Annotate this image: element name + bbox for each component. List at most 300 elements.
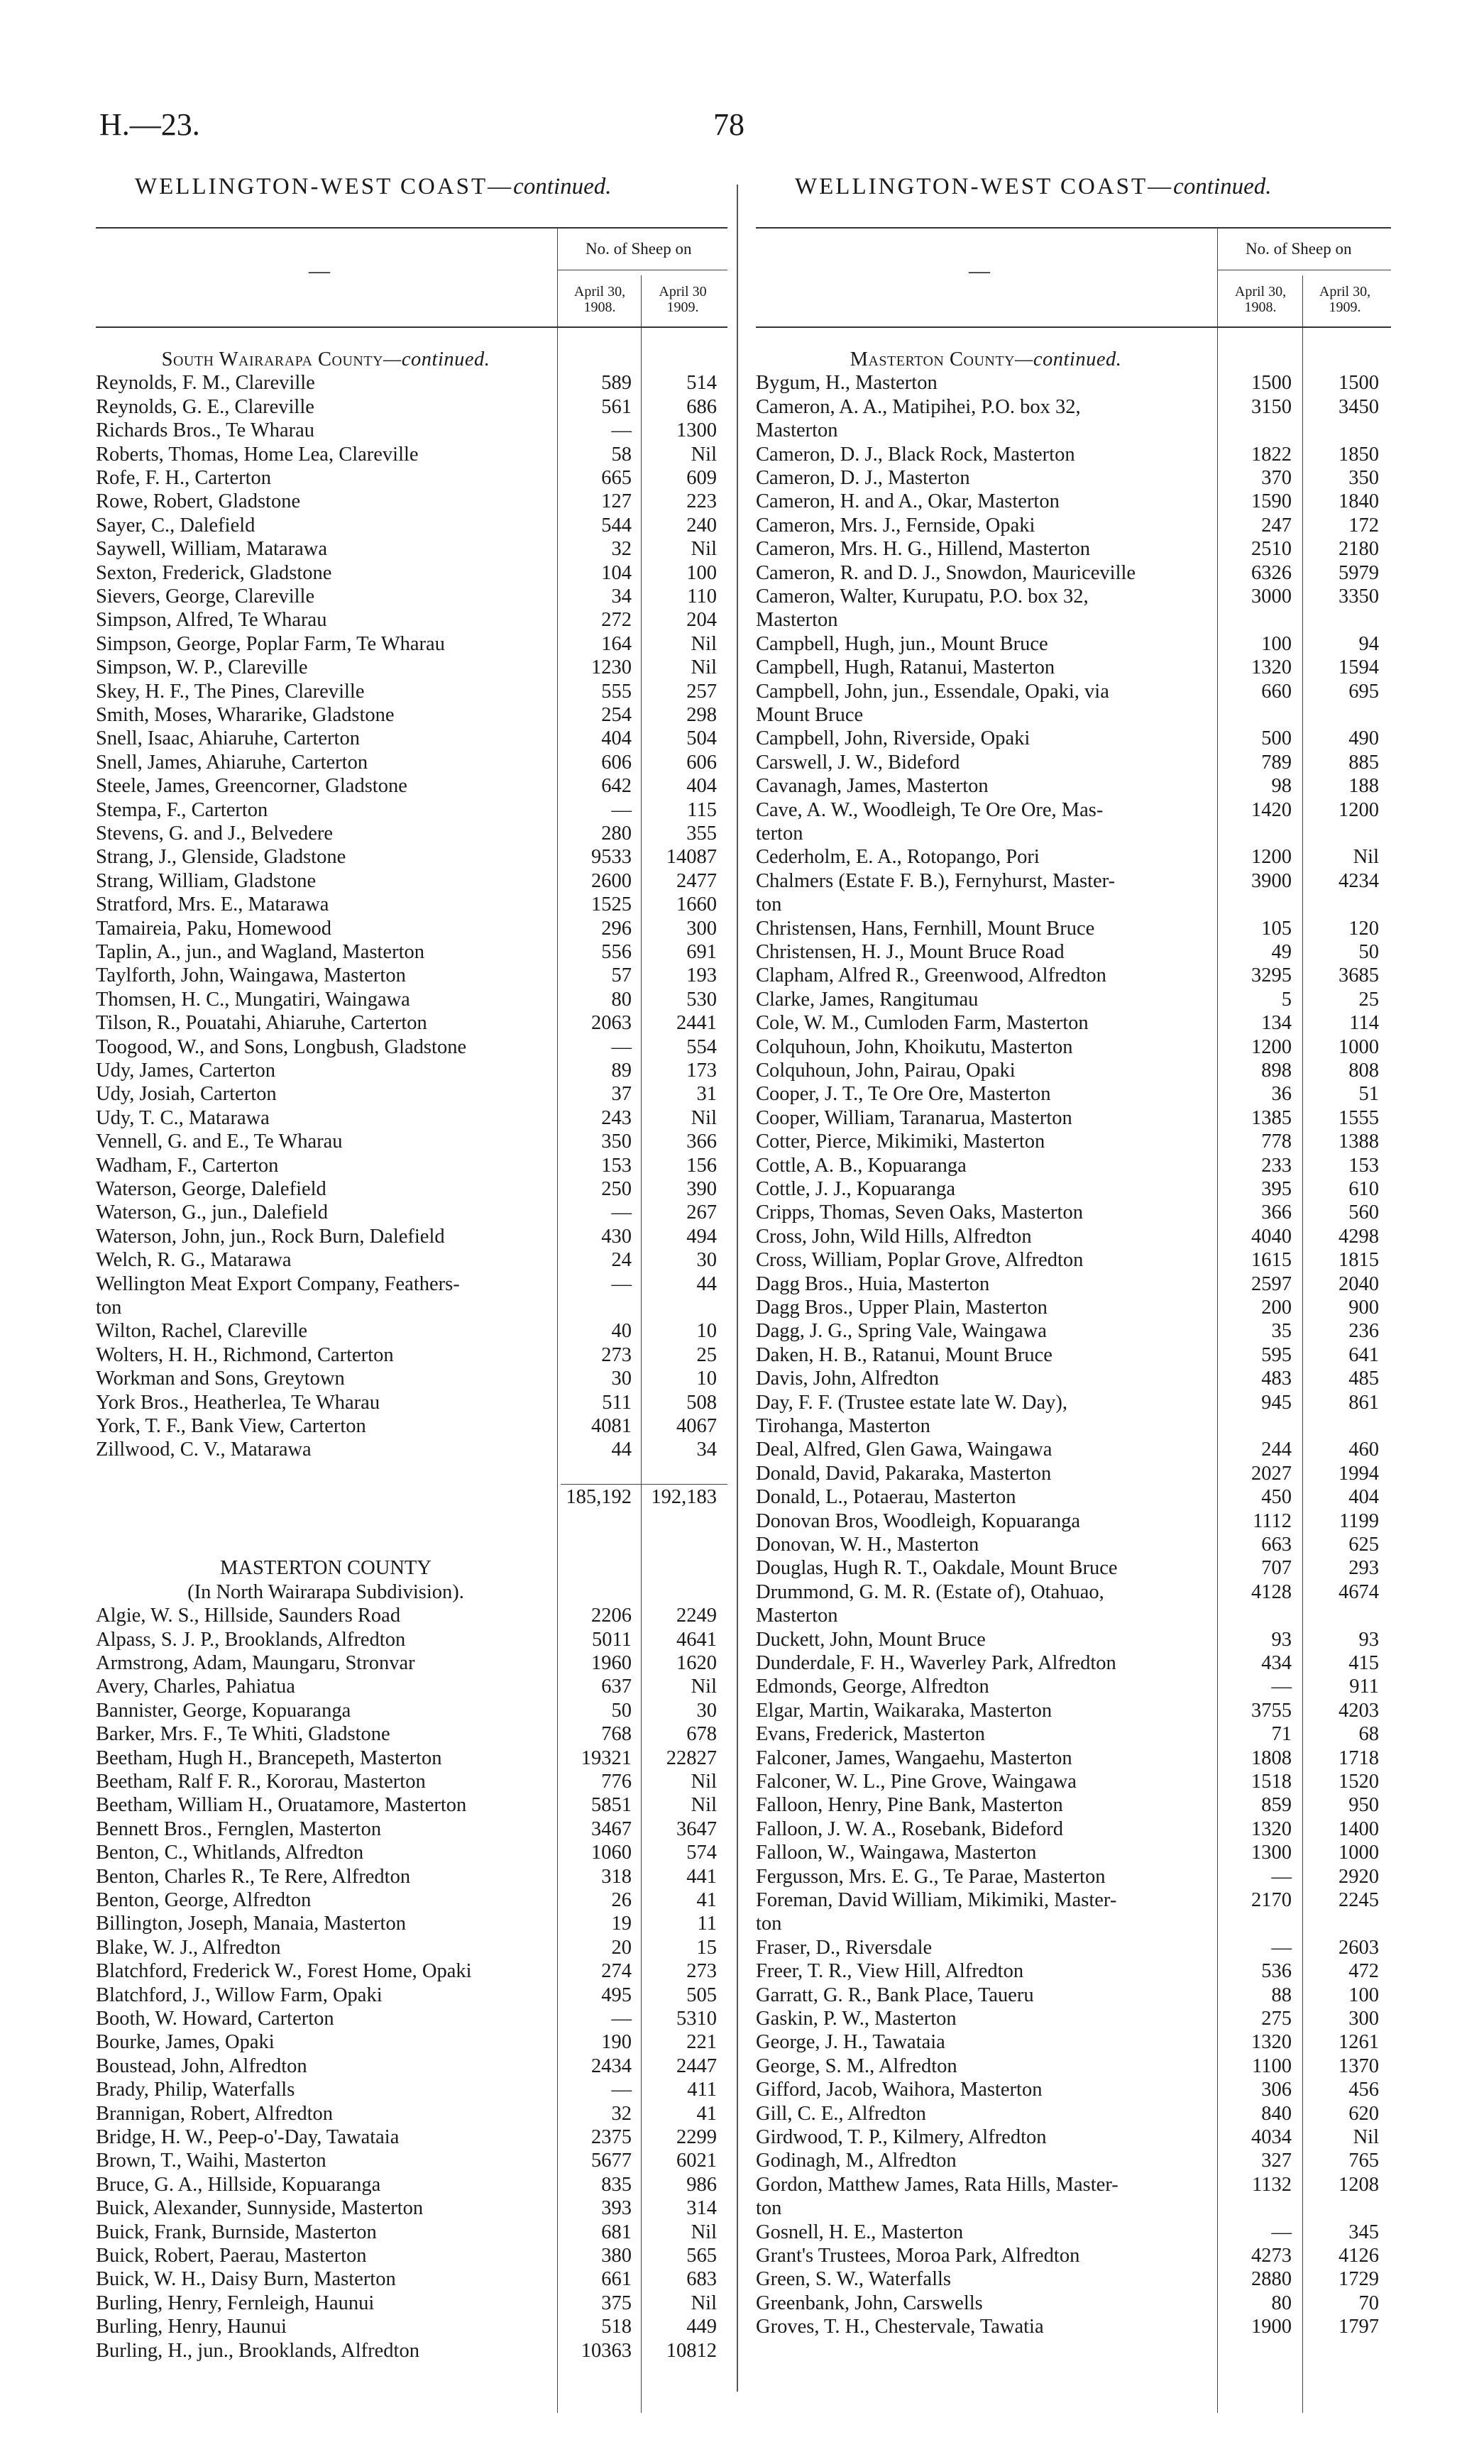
value-1909: 298 — [686, 704, 717, 726]
table-row — [96, 632, 727, 656]
value-1908: 37 — [611, 1083, 632, 1106]
total-row — [96, 1485, 727, 1509]
table-row — [756, 1580, 1391, 1604]
row-name: Dagg Bros., Huia, Masterton — [756, 1272, 990, 1295]
row-name: Buick, Alexander, Sunnyside, Masterton — [96, 2197, 424, 2220]
table-row — [96, 1225, 727, 1248]
row-name: Falloon, Henry, Pine Bank, Masterton — [756, 1794, 1063, 1817]
value-1909: 1261 — [1339, 2031, 1379, 2054]
row-name: Cavanagh, James, Masterton — [756, 775, 989, 798]
value-1909: 25 — [696, 1343, 717, 1366]
row-name: Cotter, Pierce, Mikimiki, Masterton — [756, 1131, 1045, 1153]
value-1908: 606 — [601, 751, 632, 774]
value-1908: 275 — [1261, 2008, 1292, 2030]
row-name: Drummond, G. M. R. (Estate of), Otahuao, — [756, 1580, 1104, 1603]
row-name: Daken, H. B., Ratanui, Mount Bruce — [756, 1343, 1052, 1366]
stub-header-dash: — — [969, 259, 990, 282]
table-row — [96, 2149, 727, 2172]
value-1909: 456 — [1348, 2079, 1379, 2101]
value-1909: 70 — [1358, 2292, 1379, 2314]
row-name: Elgar, Martin, Waikaraka, Masterton — [756, 1699, 1052, 1722]
value-1909: Nil — [691, 443, 717, 466]
table-row — [756, 1272, 1391, 1296]
date1-header: April 30, 1908. — [573, 284, 626, 315]
value-1909: 861 — [1348, 1391, 1379, 1414]
row-name: Taplin, A., jun., and Wagland, Masterton — [96, 941, 424, 963]
table-row — [96, 1604, 727, 1627]
table-row — [756, 1438, 1391, 1461]
value-1909: 68 — [1358, 1723, 1379, 1746]
value-1909: 1199 — [1339, 1509, 1379, 1532]
value-1909: 193 — [686, 964, 717, 987]
row-name: Clarke, James, Rangitumau — [756, 988, 979, 1011]
table-row — [756, 988, 1391, 1011]
row-name: Donald, David, Pakaraka, Masterton — [756, 1462, 1052, 1485]
table-row — [756, 917, 1391, 940]
value-1909: 404 — [686, 775, 717, 798]
table-row — [96, 1438, 727, 1461]
value-1908: 2206 — [591, 1605, 632, 1627]
value-1909: 120 — [1348, 917, 1379, 940]
value-1909: Nil — [691, 1771, 717, 1793]
value-1909: 4203 — [1339, 1699, 1379, 1722]
table-row — [756, 1651, 1391, 1675]
table-row — [96, 2339, 727, 2363]
value-1909: 15 — [696, 1936, 717, 1959]
table-row — [756, 2173, 1391, 2196]
value-1908: 3900 — [1251, 869, 1292, 892]
table-rule-top — [756, 227, 1391, 229]
value-1908: 1822 — [1251, 443, 1292, 466]
table-row — [96, 680, 727, 703]
value-1909: 404 — [1348, 1486, 1379, 1509]
value-1908: 80 — [611, 988, 632, 1011]
value-1909: 50 — [1358, 941, 1379, 963]
value-1909: 1620 — [676, 1652, 717, 1674]
row-name: Christensen, Hans, Fernhill, Mount Bruce — [756, 917, 1095, 940]
table-row — [96, 1888, 727, 1912]
row-name: MASTERTON COUNTY — [220, 1557, 432, 1580]
row-name: Godinagh, M., Alfredton — [756, 2150, 957, 2172]
value-1909: 350 — [1348, 467, 1379, 489]
value-1908: 637 — [601, 1676, 632, 1698]
table-row — [96, 1865, 727, 1888]
table-row — [756, 1722, 1391, 1746]
row-name: George, S. M., Alfredton — [756, 2055, 957, 2077]
value-1909: 514 — [686, 372, 717, 395]
value-1908: 4081 — [591, 1415, 632, 1437]
value-1909: Nil — [691, 1106, 717, 1129]
row-name: Benton, Charles R., Te Rere, Alfredton — [96, 1865, 411, 1888]
value-1909: 504 — [686, 727, 717, 750]
table-row — [756, 608, 1391, 632]
right-column-title: WELLINGTON-WEST COAST—continued. — [795, 174, 1272, 199]
row-name: Fraser, D., Riversdale — [756, 1936, 933, 1959]
row-name: Booth, W. Howard, Carterton — [96, 2008, 334, 2030]
table-row — [96, 1747, 727, 1770]
value-1908: 20 — [611, 1936, 632, 1959]
row-name: Tirohanga, Masterton — [756, 1415, 930, 1437]
value-1908: 1100 — [1252, 2055, 1292, 2077]
row-name: Burling, Henry, Haunui — [96, 2316, 287, 2338]
value-1909: 188 — [1348, 775, 1379, 798]
row-name: Strang, J., Glenside, Gladstone — [96, 846, 346, 869]
table-row — [756, 1414, 1391, 1438]
value-1908: 789 — [1261, 751, 1292, 774]
table-row — [96, 1793, 727, 1817]
value-1908: 98 — [1271, 775, 1292, 798]
value-1909: 115 — [687, 798, 717, 821]
table-row — [756, 443, 1391, 466]
value-1908: 2434 — [591, 2055, 632, 2077]
row-name: Foreman, David William, Mikimiki, Master- — [756, 1889, 1117, 1911]
row-name: Cameron, D. J., Masterton — [756, 467, 970, 489]
value-1909: 267 — [686, 1201, 717, 1224]
value-1908: 250 — [601, 1178, 632, 1200]
value-1909: 257 — [686, 680, 717, 703]
table-row — [96, 419, 727, 442]
table-row — [96, 1912, 727, 1935]
value-1909: 4674 — [1339, 1580, 1379, 1603]
table-row — [96, 798, 727, 822]
row-name: Wellington Meat Export Company, Feathers- — [96, 1272, 460, 1295]
value-1908: 4273 — [1251, 2245, 1292, 2267]
row-name: Chalmers (Estate F. B.), Fernyhurst, Master- — [756, 869, 1116, 892]
value-1908: 350 — [601, 1131, 632, 1153]
value-1909: 172 — [1348, 514, 1379, 537]
row-name: Donovan Bros, Woodleigh, Kopuaranga — [756, 1509, 1081, 1532]
value-1908: 536 — [1261, 1960, 1292, 1983]
right-table — [756, 227, 1391, 2413]
row-name: Zillwood, C. V., Matarawa — [96, 1439, 312, 1461]
row-name: Bennett Bros., Fernglen, Masterton — [96, 1817, 382, 1840]
value-1909: Nil — [691, 2221, 717, 2243]
value-1909: 1660 — [676, 893, 717, 916]
row-name: Skey, H. F., The Pines, Clareville — [96, 680, 365, 703]
table-row — [96, 2078, 727, 2101]
row-name: Stempa, F., Carterton — [96, 798, 268, 821]
value-1909: 1208 — [1339, 2173, 1379, 2196]
row-name: Groves, T. H., Chestervale, Tawatia — [756, 2316, 1044, 2338]
value-1908: 561 — [601, 395, 632, 418]
value-1909: 10812 — [666, 2339, 717, 2362]
row-name: Richards Bros., Te Wharau — [96, 419, 315, 442]
value-1909: 10 — [696, 1368, 717, 1390]
value-1908: 3000 — [1251, 585, 1292, 607]
document-code: H.—23. — [99, 107, 200, 142]
value-1909: 606 — [686, 751, 717, 774]
row-name: Barker, Mrs. F., Te Whiti, Gladstone — [96, 1723, 390, 1746]
value-1909: 153 — [1348, 1154, 1379, 1177]
row-name: Udy, James, Carterton — [96, 1060, 276, 1082]
table-row — [756, 1319, 1391, 1343]
row-name: Blatchford, Frederick W., Forest Home, Opaki — [96, 1960, 472, 1983]
value-1909: 1370 — [1339, 2055, 1379, 2077]
table-row — [756, 1391, 1391, 1414]
table-row — [96, 1651, 727, 1675]
value-1908: 30 — [611, 1368, 632, 1390]
value-1908: 1320 — [1251, 2031, 1292, 2054]
row-name: (In North Wairarapa Subdivision). — [187, 1580, 464, 1603]
row-name: Falconer, W. L., Pine Grove, Waingawa — [756, 1771, 1077, 1793]
row-name: Saywell, William, Matarawa — [96, 538, 327, 561]
row-name — [756, 348, 1216, 371]
value-1908: 164 — [601, 632, 632, 655]
table-row — [96, 845, 727, 869]
value-1908: 1132 — [1252, 2173, 1292, 2196]
table-row — [96, 1936, 727, 1959]
row-name: Wolters, H. H., Richmond, Carterton — [96, 1343, 394, 1366]
table-row — [96, 2007, 727, 2030]
table-row — [756, 774, 1391, 798]
table-row — [96, 1035, 727, 1059]
row-name: Campbell, Hugh, Ratanui, Masterton — [756, 656, 1055, 679]
value-1908: 2170 — [1251, 1889, 1292, 1911]
value-1909: 14087 — [666, 846, 717, 869]
value-1909: 41 — [696, 2102, 717, 2125]
table-row — [96, 2102, 727, 2125]
row-name: Cameron, D. J., Black Rock, Masterton — [756, 443, 1075, 466]
value-1908: 4034 — [1251, 2126, 1292, 2148]
value-1908: 57 — [611, 964, 632, 987]
value-1908: 185,192 — [566, 1486, 632, 1509]
row-name: Burling, Henry, Fernleigh, Haunui — [96, 2292, 375, 2314]
value-1909: 574 — [686, 1842, 717, 1864]
value-1908: 318 — [601, 1865, 632, 1888]
value-1908: 200 — [1261, 1297, 1292, 1319]
value-1909: 505 — [686, 1984, 717, 2006]
row-name: Brannigan, Robert, Alfredton — [96, 2102, 334, 2125]
table-row — [96, 1817, 727, 1841]
value-1908: 273 — [601, 1343, 632, 1366]
value-1909: 2441 — [676, 1012, 717, 1035]
table-row — [756, 1106, 1391, 1130]
value-1909: 34 — [696, 1439, 717, 1461]
value-1908: 840 — [1261, 2102, 1292, 2125]
table-row — [756, 1533, 1391, 1556]
table-row — [96, 1154, 727, 1177]
value-1909: 678 — [686, 1723, 717, 1746]
table-row — [96, 2315, 727, 2338]
value-1909: Nil — [691, 1794, 717, 1817]
row-name: Cottle, A. B., Kopuaranga — [756, 1154, 967, 1177]
value-1908: — — [611, 1272, 632, 1295]
table-row — [96, 656, 727, 679]
value-1909: 411 — [687, 2079, 717, 2101]
value-1909: 609 — [686, 467, 717, 489]
value-1908: 19 — [611, 1913, 632, 1935]
table-row — [756, 371, 1391, 395]
table-row — [756, 1936, 1391, 1959]
value-1908: 663 — [1261, 1534, 1292, 1556]
value-1908: 2600 — [591, 869, 632, 892]
value-1909: 11 — [697, 1913, 717, 1935]
date1-header: April 30, 1908. — [1234, 284, 1287, 315]
value-1909: Nil — [691, 656, 717, 679]
value-1908: 495 — [601, 1984, 632, 2006]
value-1909: 2040 — [1339, 1272, 1379, 1295]
value-1909: 41 — [696, 1889, 717, 1911]
table-row — [756, 1556, 1391, 1580]
table-row — [756, 822, 1391, 845]
value-1909: 100 — [1348, 1984, 1379, 2006]
row-name: Colquhoun, John, Khoikutu, Masterton — [756, 1035, 1073, 1058]
table-row — [756, 1082, 1391, 1106]
value-1908: 555 — [601, 680, 632, 703]
table-row — [96, 395, 727, 419]
row-name: Green, S. W., Waterfalls — [756, 2268, 951, 2291]
table-row — [96, 2055, 727, 2078]
value-1909: 610 — [1348, 1178, 1379, 1200]
row-name: Wilton, Rachel, Clareville — [96, 1320, 308, 1343]
value-1908: 2375 — [591, 2126, 632, 2148]
value-1908: 3150 — [1251, 395, 1292, 418]
row-name: George, J. H., Tawataia — [756, 2031, 945, 2054]
value-1908: 34 — [611, 585, 632, 607]
row-name: Simpson, George, Poplar Farm, Te Wharau — [96, 632, 445, 655]
value-1909: 691 — [686, 941, 717, 963]
value-1908: 3295 — [1251, 964, 1292, 987]
value-1909: 885 — [1348, 751, 1379, 774]
row-name: Tamaireia, Paku, Homewood — [96, 917, 331, 940]
row-name: Masterton — [756, 609, 838, 632]
value-1908: 50 — [611, 1699, 632, 1722]
table-row — [96, 1462, 727, 1485]
total-rule — [561, 1484, 727, 1485]
row-name: Colquhoun, John, Pairau, Opaki — [756, 1060, 1016, 1082]
value-1908: 370 — [1261, 467, 1292, 489]
date2-header: April 30, 1909. — [1319, 284, 1371, 315]
row-name: Christensen, H. J., Mount Bruce Road — [756, 941, 1065, 963]
value-1908: 274 — [601, 1960, 632, 1983]
table-row — [756, 2196, 1391, 2220]
value-1908: 450 — [1261, 1486, 1292, 1509]
value-1909: Nil — [691, 1676, 717, 1698]
table-row — [96, 1248, 727, 1272]
value-1909: Nil — [1353, 2126, 1379, 2148]
row-name: Billington, Joseph, Manaia, Masterton — [96, 1913, 406, 1935]
date2-header: April 30 1909. — [659, 284, 707, 315]
table-row — [96, 1082, 727, 1106]
value-1908: — — [1271, 2221, 1292, 2243]
value-1908: 778 — [1261, 1131, 1292, 1153]
value-1909: 449 — [686, 2316, 717, 2338]
value-1909: 2245 — [1339, 1889, 1379, 1911]
value-1909: 1729 — [1339, 2268, 1379, 2291]
value-1908: 89 — [611, 1060, 632, 1082]
value-1908: 642 — [601, 775, 632, 798]
row-name: ton — [756, 1913, 782, 1935]
table-row — [96, 940, 727, 964]
value-1909: 1388 — [1339, 1131, 1379, 1153]
value-1908: — — [611, 798, 632, 821]
value-1909: 4067 — [676, 1415, 717, 1437]
value-1908: 153 — [601, 1154, 632, 1177]
value-1909: 4234 — [1339, 869, 1379, 892]
table-row — [96, 1699, 727, 1722]
value-1909: 293 — [1348, 1557, 1379, 1580]
table-row — [756, 537, 1391, 561]
value-1909: 2299 — [676, 2126, 717, 2148]
value-1908: 1320 — [1251, 1817, 1292, 1840]
value-1908: 1060 — [591, 1842, 632, 1864]
row-name: Beetham, William H., Oruatamore, Masterton — [96, 1794, 467, 1817]
table-row — [96, 1959, 727, 1983]
row-name: Waterson, John, jun., Rock Burn, Dalefield — [96, 1225, 445, 1248]
row-name: Cole, W. M., Cumloden Farm, Masterton — [756, 1012, 1089, 1035]
value-1908: 1200 — [1251, 846, 1292, 869]
table-row — [756, 2149, 1391, 2172]
table-row — [756, 1984, 1391, 2007]
value-1908: 306 — [1261, 2079, 1292, 2101]
row-name: Welch, R. G., Matarawa — [96, 1249, 292, 1272]
table-row — [756, 490, 1391, 513]
row-name: Cottle, J. J., Kopuaranga — [756, 1178, 955, 1200]
table-row — [96, 1343, 727, 1367]
table-row — [756, 656, 1391, 679]
county-heading — [96, 1556, 727, 1580]
value-1909: 494 — [686, 1225, 717, 1248]
table-row — [96, 751, 727, 774]
table-row — [756, 1177, 1391, 1201]
value-1909: 156 — [686, 1154, 717, 1177]
value-1909: 300 — [1348, 2008, 1379, 2030]
value-1909: 10 — [696, 1320, 717, 1343]
value-1909: 44 — [696, 1272, 717, 1295]
sheep-header: No. of Sheep on — [1246, 240, 1352, 258]
value-1909: 22827 — [666, 1747, 717, 1769]
table-row — [96, 1628, 727, 1651]
value-1909: 1815 — [1339, 1249, 1379, 1272]
table-row — [756, 751, 1391, 774]
row-name: Donovan, W. H., Masterton — [756, 1534, 979, 1556]
row-name: Buick, Frank, Burnside, Masterton — [96, 2221, 377, 2243]
row-name: Brady, Philip, Waterfalls — [96, 2079, 295, 2101]
value-1909: 221 — [686, 2031, 717, 2054]
value-1909: 223 — [686, 490, 717, 513]
value-1908: 36 — [1271, 1083, 1292, 1106]
row-name: Cameron, H. and A., Okar, Masterton — [756, 490, 1060, 513]
row-name: Blatchford, J., Willow Farm, Opaki — [96, 1984, 383, 2006]
value-1908: 233 — [1261, 1154, 1292, 1177]
value-1908: 247 — [1261, 514, 1292, 537]
table-row — [756, 1604, 1391, 1627]
table-row — [756, 1675, 1391, 1698]
table-row — [756, 2078, 1391, 2101]
section-suffix: —continued. — [383, 348, 490, 370]
value-1908: 32 — [611, 2102, 632, 2125]
row-name: Sayer, C., Dalefield — [96, 514, 255, 537]
value-1909: 950 — [1348, 1794, 1379, 1817]
table-row — [756, 1912, 1391, 1935]
table-row — [96, 964, 727, 987]
value-1908: 898 — [1261, 1060, 1292, 1082]
table-row — [756, 2125, 1391, 2149]
table-row — [756, 1817, 1391, 1841]
table-row — [756, 419, 1391, 442]
row-name: terton — [756, 823, 803, 845]
value-1909: 1994 — [1339, 1462, 1379, 1485]
table-row — [756, 466, 1391, 490]
value-1908: 243 — [601, 1106, 632, 1129]
table-row — [756, 1367, 1391, 1390]
value-1908: 1385 — [1251, 1106, 1292, 1129]
value-1908: 434 — [1261, 1652, 1292, 1674]
table-row — [756, 1770, 1391, 1793]
value-1908: 681 — [601, 2221, 632, 2243]
row-name: Cooper, William, Taranarua, Masterton — [756, 1106, 1072, 1129]
table-row — [756, 1011, 1391, 1035]
